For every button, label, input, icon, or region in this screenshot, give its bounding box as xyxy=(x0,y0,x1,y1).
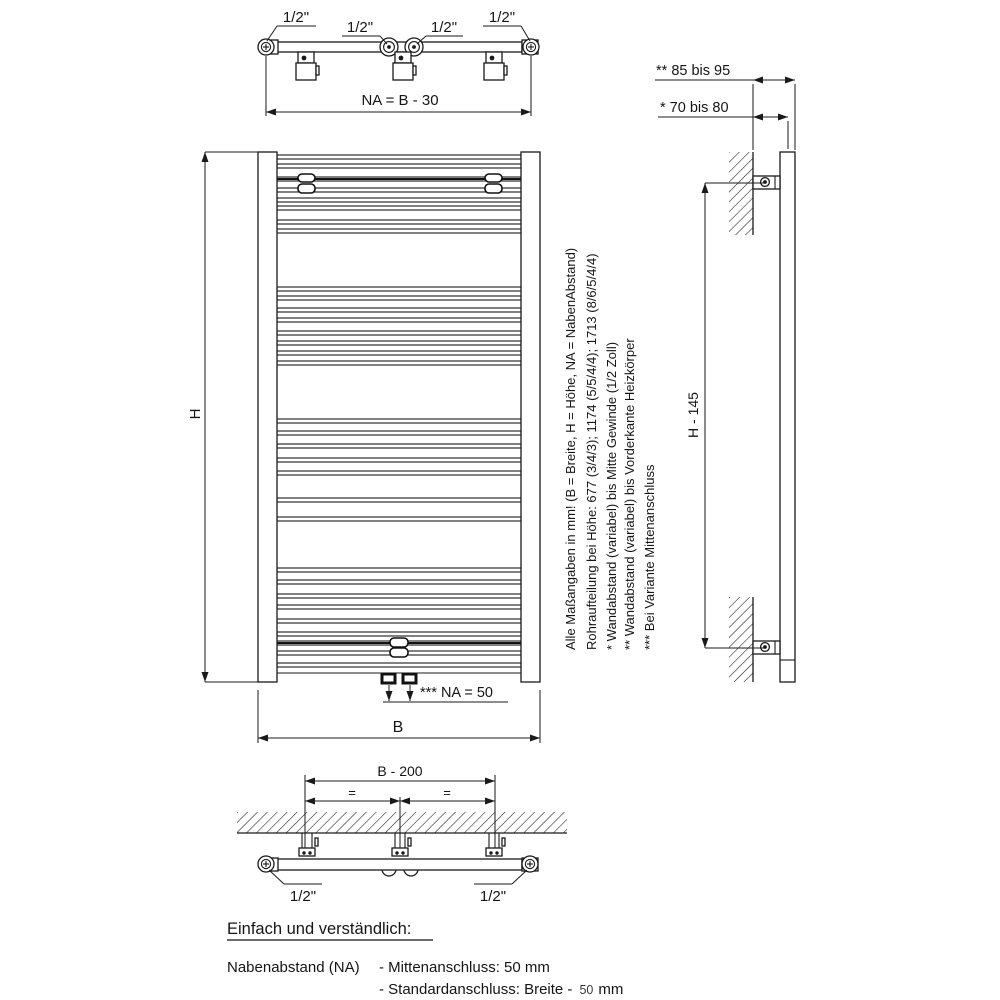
note-units: Alle Maßangaben in mm! (B = Breite, H = Höhe, NA = NabenAbstand) xyxy=(563,247,578,650)
center-connection-dimension xyxy=(383,685,508,702)
na-50-dimension-label: *** NA = 50 xyxy=(420,685,493,701)
na-top-dimension-label: NA = B - 30 xyxy=(361,92,439,109)
standard-connection-prefix: - Standardanschluss: Breite - xyxy=(379,981,573,998)
footer-item-standard-connection xyxy=(379,981,623,998)
height-dimension xyxy=(187,152,258,682)
equal-spacing-label: = xyxy=(348,785,356,800)
h-145-label: H - 145 xyxy=(685,392,701,438)
b-200-label: B - 200 xyxy=(377,763,423,779)
footer-item-center-connection: - Mittenanschluss: 50 mm xyxy=(379,959,550,976)
right-end-fitting xyxy=(522,39,539,55)
height-label: H xyxy=(187,408,204,420)
bottom-view xyxy=(237,763,567,905)
half-inch-label: 1/2" xyxy=(479,888,507,905)
wall-hatch-bottom-view xyxy=(237,812,567,833)
dim-70-80-label: * 70 bis 80 xyxy=(660,100,729,116)
side-view xyxy=(655,63,795,682)
standard-connection-unit: mm xyxy=(598,981,624,998)
standard-connection-value: 50 xyxy=(579,983,594,997)
wall-distance-thread-dimension xyxy=(658,100,788,149)
notes xyxy=(563,248,657,650)
footer-term: Nabenabstand (NA) xyxy=(227,959,360,976)
half-inch-label: 1/2" xyxy=(346,19,374,36)
left-end-fitting xyxy=(258,39,278,55)
half-inch-label: 1/2" xyxy=(289,888,317,905)
bottom-collector-tube xyxy=(274,859,522,870)
footer-heading: Einfach und verständlich: xyxy=(227,920,412,938)
equal-spacing-label: = xyxy=(443,785,451,800)
right-collector-tube xyxy=(521,152,540,682)
front-view xyxy=(187,152,540,743)
center-connection-stubs xyxy=(382,674,416,683)
bottom-connection-callouts xyxy=(269,870,527,905)
lower-wall-hatch xyxy=(729,597,753,682)
radiator-side-profile xyxy=(780,152,795,682)
bracket-distance-dimension xyxy=(685,183,766,648)
dim-85-95-label: ** 85 bis 95 xyxy=(656,63,731,79)
half-inch-label: 1/2" xyxy=(488,9,516,26)
top-connection-callouts xyxy=(267,9,530,44)
note-wall-distance-thread: * Wandabstand (variabel) bis Mitte Gewinde (1/2 Zoll) xyxy=(604,341,619,650)
half-inch-label: 1/2" xyxy=(430,19,458,36)
radiator-rungs xyxy=(277,155,521,673)
wall-brackets-bottom-view xyxy=(299,833,505,856)
right-end-fitting-bottom xyxy=(522,856,538,872)
wall-bracket-top-view xyxy=(296,52,507,80)
left-collector-tube xyxy=(258,152,277,682)
width-dimension xyxy=(258,690,540,743)
top-view xyxy=(258,9,539,116)
note-center-connection: *** Bei Variante Mittenanschluss xyxy=(642,464,657,650)
left-end-fitting-bottom xyxy=(258,856,278,872)
width-label: B xyxy=(392,719,404,736)
upper-wall-hatch xyxy=(729,152,753,235)
bracket-span-dimension xyxy=(305,763,495,855)
half-inch-label: 1/2" xyxy=(282,9,310,26)
note-wall-distance-front: ** Wandabstand (variabel) bis Vorderkante Heizkörper xyxy=(622,338,637,650)
footer xyxy=(227,920,623,998)
note-pipe-layout: Rohraufteilung bei Höhe: 677 (3/4/3); 1174 (5/5/4/4); 1713 (8/6/5/4/4) xyxy=(584,253,599,650)
